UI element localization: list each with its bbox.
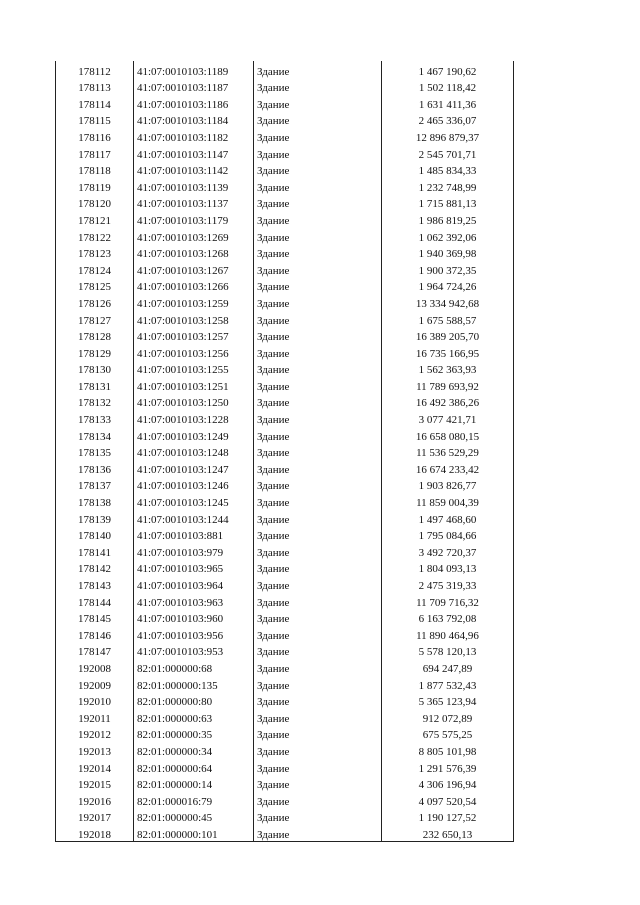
cadastral-number-cell: 41:07:0010103:1228 bbox=[134, 409, 254, 426]
object-type-cell: Здание bbox=[254, 393, 382, 410]
object-type-cell: Здание bbox=[254, 675, 382, 692]
cadastral-value-cell: 1 631 411,36 bbox=[382, 94, 514, 111]
table-row bbox=[56, 78, 514, 95]
table-body bbox=[56, 61, 514, 841]
cadastral-value-cell: 3 492 720,37 bbox=[382, 542, 514, 559]
object-type-cell: Здание bbox=[254, 61, 382, 78]
table-row bbox=[56, 758, 514, 775]
row-number-cell: 178121 bbox=[56, 210, 134, 227]
table-row bbox=[56, 144, 514, 161]
object-type-cell: Здание bbox=[254, 144, 382, 161]
table-row bbox=[56, 127, 514, 144]
object-type-cell: Здание bbox=[254, 824, 382, 841]
cadastral-number-cell: 82:01:000000:64 bbox=[134, 758, 254, 775]
cadastral-value-cell: 675 575,25 bbox=[382, 725, 514, 742]
cadastral-value-cell: 1 485 834,33 bbox=[382, 161, 514, 178]
object-type-cell: Здание bbox=[254, 443, 382, 460]
object-type-cell: Здание bbox=[254, 194, 382, 211]
row-number-cell: 178120 bbox=[56, 194, 134, 211]
cadastral-value-cell: 11 890 464,96 bbox=[382, 625, 514, 642]
cadastral-number-cell: 41:07:0010103:1246 bbox=[134, 476, 254, 493]
object-type-cell: Здание bbox=[254, 210, 382, 227]
row-number-cell: 178139 bbox=[56, 509, 134, 526]
table-row bbox=[56, 675, 514, 692]
row-number-cell: 178117 bbox=[56, 144, 134, 161]
table-row bbox=[56, 343, 514, 360]
table-row bbox=[56, 409, 514, 426]
cadastral-number-cell: 41:07:0010103:965 bbox=[134, 559, 254, 576]
table-row bbox=[56, 177, 514, 194]
cadastral-value-cell: 11 789 693,92 bbox=[382, 376, 514, 393]
cadastral-value-cell: 16 735 166,95 bbox=[382, 343, 514, 360]
cadastral-value-cell: 2 545 701,71 bbox=[382, 144, 514, 161]
row-number-cell: 178147 bbox=[56, 642, 134, 659]
row-number-cell: 192012 bbox=[56, 725, 134, 742]
cadastral-number-cell: 41:07:0010103:1249 bbox=[134, 426, 254, 443]
row-number-cell: 178133 bbox=[56, 409, 134, 426]
cadastral-number-cell: 41:07:0010103:1258 bbox=[134, 310, 254, 327]
row-number-cell: 178131 bbox=[56, 376, 134, 393]
cadastral-number-cell: 82:01:000000:135 bbox=[134, 675, 254, 692]
object-type-cell: Здание bbox=[254, 327, 382, 344]
object-type-cell: Здание bbox=[254, 575, 382, 592]
row-number-cell: 192009 bbox=[56, 675, 134, 692]
cadastral-number-cell: 41:07:0010103:1255 bbox=[134, 360, 254, 377]
table-row bbox=[56, 609, 514, 626]
cadastral-value-cell: 5 578 120,13 bbox=[382, 642, 514, 659]
table-row bbox=[56, 526, 514, 543]
cadastral-number-cell: 41:07:0010103:1142 bbox=[134, 161, 254, 178]
table-row bbox=[56, 61, 514, 78]
cadastral-number-cell: 41:07:0010103:1269 bbox=[134, 227, 254, 244]
cadastral-number-cell: 82:01:000000:80 bbox=[134, 692, 254, 709]
cadastral-value-cell: 1 795 084,66 bbox=[382, 526, 514, 543]
table-row bbox=[56, 393, 514, 410]
cadastral-value-cell: 11 709 716,32 bbox=[382, 592, 514, 609]
cadastral-value-cell: 1 497 468,60 bbox=[382, 509, 514, 526]
cadastral-value-cell: 12 896 879,37 bbox=[382, 127, 514, 144]
object-type-cell: Здание bbox=[254, 758, 382, 775]
cadastral-value-cell: 1 062 392,06 bbox=[382, 227, 514, 244]
object-type-cell: Здание bbox=[254, 526, 382, 543]
cadastral-number-cell: 41:07:0010103:1250 bbox=[134, 393, 254, 410]
cadastral-number-cell: 41:07:0010103:1139 bbox=[134, 177, 254, 194]
table-row bbox=[56, 808, 514, 825]
table-row bbox=[56, 260, 514, 277]
table-row bbox=[56, 725, 514, 742]
object-type-cell: Здание bbox=[254, 78, 382, 95]
row-number-cell: 178145 bbox=[56, 609, 134, 626]
cadastral-value-cell: 1 903 826,77 bbox=[382, 476, 514, 493]
object-type-cell: Здание bbox=[254, 658, 382, 675]
object-type-cell: Здание bbox=[254, 343, 382, 360]
cadastral-number-cell: 41:07:0010103:960 bbox=[134, 609, 254, 626]
table-row bbox=[56, 575, 514, 592]
cadastral-value-cell: 1 190 127,52 bbox=[382, 808, 514, 825]
cadastral-value-cell: 1 502 118,42 bbox=[382, 78, 514, 95]
table-row bbox=[56, 327, 514, 344]
cadastral-value-cell: 1 291 576,39 bbox=[382, 758, 514, 775]
object-type-cell: Здание bbox=[254, 94, 382, 111]
object-type-cell: Здание bbox=[254, 227, 382, 244]
cadastral-number-cell: 82:01:000000:35 bbox=[134, 725, 254, 742]
row-number-cell: 178122 bbox=[56, 227, 134, 244]
row-number-cell: 178124 bbox=[56, 260, 134, 277]
object-type-cell: Здание bbox=[254, 708, 382, 725]
cadastral-number-cell: 82:01:000016:79 bbox=[134, 791, 254, 808]
table-row bbox=[56, 824, 514, 841]
cadastral-number-cell: 41:07:0010103:1248 bbox=[134, 443, 254, 460]
table-row bbox=[56, 244, 514, 261]
cadastral-number-cell: 41:07:0010103:1147 bbox=[134, 144, 254, 161]
object-type-cell: Здание bbox=[254, 476, 382, 493]
cadastral-number-cell: 41:07:0010103:1186 bbox=[134, 94, 254, 111]
object-type-cell: Здание bbox=[254, 559, 382, 576]
table-row bbox=[56, 492, 514, 509]
cadastral-number-cell: 82:01:000000:101 bbox=[134, 824, 254, 841]
cadastral-value-table bbox=[55, 61, 514, 842]
cadastral-value-cell: 1 675 588,57 bbox=[382, 310, 514, 327]
cadastral-number-cell: 82:01:000000:68 bbox=[134, 658, 254, 675]
table-row bbox=[56, 161, 514, 178]
object-type-cell: Здание bbox=[254, 509, 382, 526]
cadastral-number-cell: 41:07:0010103:1245 bbox=[134, 492, 254, 509]
row-number-cell: 178118 bbox=[56, 161, 134, 178]
object-type-cell: Здание bbox=[254, 791, 382, 808]
row-number-cell: 178129 bbox=[56, 343, 134, 360]
cadastral-value-cell: 13 334 942,68 bbox=[382, 293, 514, 310]
cadastral-number-cell: 41:07:0010103:1137 bbox=[134, 194, 254, 211]
row-number-cell: 178119 bbox=[56, 177, 134, 194]
table-row bbox=[56, 509, 514, 526]
row-number-cell: 178126 bbox=[56, 293, 134, 310]
table-row bbox=[56, 642, 514, 659]
cadastral-number-cell: 41:07:0010103:956 bbox=[134, 625, 254, 642]
row-number-cell: 178132 bbox=[56, 393, 134, 410]
cadastral-value-cell: 6 163 792,08 bbox=[382, 609, 514, 626]
cadastral-value-cell: 1 467 190,62 bbox=[382, 61, 514, 78]
table-row bbox=[56, 559, 514, 576]
cadastral-value-cell: 912 072,89 bbox=[382, 708, 514, 725]
row-number-cell: 178142 bbox=[56, 559, 134, 576]
object-type-cell: Здание bbox=[254, 775, 382, 792]
object-type-cell: Здание bbox=[254, 592, 382, 609]
cadastral-number-cell: 41:07:0010103:963 bbox=[134, 592, 254, 609]
cadastral-number-cell: 41:07:0010103:1244 bbox=[134, 509, 254, 526]
cadastral-number-cell: 41:07:0010103:1251 bbox=[134, 376, 254, 393]
cadastral-number-cell: 41:07:0010103:1187 bbox=[134, 78, 254, 95]
table-row bbox=[56, 310, 514, 327]
cadastral-number-cell: 41:07:0010103:1267 bbox=[134, 260, 254, 277]
object-type-cell: Здание bbox=[254, 161, 382, 178]
object-type-cell: Здание bbox=[254, 459, 382, 476]
table-row bbox=[56, 775, 514, 792]
cadastral-value-cell: 694 247,89 bbox=[382, 658, 514, 675]
row-number-cell: 178115 bbox=[56, 111, 134, 128]
cadastral-value-cell: 4 097 520,54 bbox=[382, 791, 514, 808]
object-type-cell: Здание bbox=[254, 409, 382, 426]
table-row bbox=[56, 210, 514, 227]
cadastral-number-cell: 41:07:0010103:979 bbox=[134, 542, 254, 559]
table-row bbox=[56, 293, 514, 310]
cadastral-number-cell: 41:07:0010103:1256 bbox=[134, 343, 254, 360]
table-row bbox=[56, 426, 514, 443]
cadastral-value-cell: 232 650,13 bbox=[382, 824, 514, 841]
row-number-cell: 178146 bbox=[56, 625, 134, 642]
row-number-cell: 192013 bbox=[56, 741, 134, 758]
table-row bbox=[56, 194, 514, 211]
table-row bbox=[56, 476, 514, 493]
object-type-cell: Здание bbox=[254, 625, 382, 642]
object-type-cell: Здание bbox=[254, 542, 382, 559]
cadastral-value-cell: 1 940 369,98 bbox=[382, 244, 514, 261]
object-type-cell: Здание bbox=[254, 293, 382, 310]
row-number-cell: 178112 bbox=[56, 61, 134, 78]
cadastral-number-cell: 41:07:0010103:1259 bbox=[134, 293, 254, 310]
cadastral-number-cell: 41:07:0010103:881 bbox=[134, 526, 254, 543]
object-type-cell: Здание bbox=[254, 244, 382, 261]
object-type-cell: Здание bbox=[254, 310, 382, 327]
row-number-cell: 192011 bbox=[56, 708, 134, 725]
row-number-cell: 178135 bbox=[56, 443, 134, 460]
row-number-cell: 178128 bbox=[56, 327, 134, 344]
cadastral-number-cell: 41:07:0010103:1268 bbox=[134, 244, 254, 261]
table-row bbox=[56, 111, 514, 128]
cadastral-number-cell: 82:01:000000:34 bbox=[134, 741, 254, 758]
table-row bbox=[56, 94, 514, 111]
cadastral-number-cell: 41:07:0010103:1182 bbox=[134, 127, 254, 144]
row-number-cell: 178127 bbox=[56, 310, 134, 327]
row-number-cell: 178114 bbox=[56, 94, 134, 111]
row-number-cell: 178140 bbox=[56, 526, 134, 543]
table-row bbox=[56, 741, 514, 758]
table-row bbox=[56, 791, 514, 808]
cadastral-number-cell: 82:01:000000:63 bbox=[134, 708, 254, 725]
object-type-cell: Здание bbox=[254, 260, 382, 277]
object-type-cell: Здание bbox=[254, 609, 382, 626]
table-row bbox=[56, 277, 514, 294]
row-number-cell: 178144 bbox=[56, 592, 134, 609]
object-type-cell: Здание bbox=[254, 692, 382, 709]
cadastral-value-cell: 1 804 093,13 bbox=[382, 559, 514, 576]
object-type-cell: Здание bbox=[254, 741, 382, 758]
table-row bbox=[56, 376, 514, 393]
cadastral-number-cell: 82:01:000000:14 bbox=[134, 775, 254, 792]
cadastral-number-cell: 41:07:0010103:1179 bbox=[134, 210, 254, 227]
object-type-cell: Здание bbox=[254, 642, 382, 659]
cadastral-number-cell: 41:07:0010103:953 bbox=[134, 642, 254, 659]
table-row bbox=[56, 227, 514, 244]
table-row bbox=[56, 592, 514, 609]
row-number-cell: 192008 bbox=[56, 658, 134, 675]
cadastral-value-cell: 1 964 724,26 bbox=[382, 277, 514, 294]
table-row bbox=[56, 360, 514, 377]
cadastral-value-cell: 1 715 881,13 bbox=[382, 194, 514, 211]
cadastral-value-cell: 2 465 336,07 bbox=[382, 111, 514, 128]
object-type-cell: Здание bbox=[254, 426, 382, 443]
cadastral-value-cell: 3 077 421,71 bbox=[382, 409, 514, 426]
row-number-cell: 178141 bbox=[56, 542, 134, 559]
object-type-cell: Здание bbox=[254, 360, 382, 377]
row-number-cell: 192017 bbox=[56, 808, 134, 825]
row-number-cell: 178113 bbox=[56, 78, 134, 95]
row-number-cell: 178143 bbox=[56, 575, 134, 592]
cadastral-value-cell: 5 365 123,94 bbox=[382, 692, 514, 709]
row-number-cell: 178134 bbox=[56, 426, 134, 443]
row-number-cell: 178137 bbox=[56, 476, 134, 493]
cadastral-value-cell: 11 536 529,29 bbox=[382, 443, 514, 460]
object-type-cell: Здание bbox=[254, 808, 382, 825]
object-type-cell: Здание bbox=[254, 376, 382, 393]
table-row bbox=[56, 692, 514, 709]
table-row bbox=[56, 708, 514, 725]
cadastral-value-cell: 11 859 004,39 bbox=[382, 492, 514, 509]
table-row bbox=[56, 443, 514, 460]
table-row bbox=[56, 658, 514, 675]
cadastral-number-cell: 41:07:0010103:1266 bbox=[134, 277, 254, 294]
cadastral-value-cell: 8 805 101,98 bbox=[382, 741, 514, 758]
cadastral-number-cell: 41:07:0010103:1184 bbox=[134, 111, 254, 128]
object-type-cell: Здание bbox=[254, 127, 382, 144]
cadastral-value-cell: 16 492 386,26 bbox=[382, 393, 514, 410]
row-number-cell: 178130 bbox=[56, 360, 134, 377]
row-number-cell: 178125 bbox=[56, 277, 134, 294]
cadastral-value-cell: 2 475 319,33 bbox=[382, 575, 514, 592]
cadastral-value-cell: 1 900 372,35 bbox=[382, 260, 514, 277]
table-row bbox=[56, 625, 514, 642]
object-type-cell: Здание bbox=[254, 177, 382, 194]
cadastral-value-cell: 16 674 233,42 bbox=[382, 459, 514, 476]
row-number-cell: 192018 bbox=[56, 824, 134, 841]
row-number-cell: 178123 bbox=[56, 244, 134, 261]
cadastral-value-cell: 16 389 205,70 bbox=[382, 327, 514, 344]
row-number-cell: 192015 bbox=[56, 775, 134, 792]
object-type-cell: Здание bbox=[254, 277, 382, 294]
row-number-cell: 192014 bbox=[56, 758, 134, 775]
cadastral-number-cell: 41:07:0010103:1189 bbox=[134, 61, 254, 78]
row-number-cell: 178138 bbox=[56, 492, 134, 509]
table-row bbox=[56, 459, 514, 476]
cadastral-number-cell: 41:07:0010103:964 bbox=[134, 575, 254, 592]
object-type-cell: Здание bbox=[254, 492, 382, 509]
cadastral-value-cell: 1 877 532,43 bbox=[382, 675, 514, 692]
row-number-cell: 178136 bbox=[56, 459, 134, 476]
cadastral-number-cell: 82:01:000000:45 bbox=[134, 808, 254, 825]
cadastral-number-cell: 41:07:0010103:1257 bbox=[134, 327, 254, 344]
cadastral-value-cell: 1 232 748,99 bbox=[382, 177, 514, 194]
row-number-cell: 178116 bbox=[56, 127, 134, 144]
cadastral-value-cell: 1 562 363,93 bbox=[382, 360, 514, 377]
cadastral-value-cell: 1 986 819,25 bbox=[382, 210, 514, 227]
row-number-cell: 192010 bbox=[56, 692, 134, 709]
cadastral-value-cell: 16 658 080,15 bbox=[382, 426, 514, 443]
cadastral-number-cell: 41:07:0010103:1247 bbox=[134, 459, 254, 476]
cadastral-value-cell: 4 306 196,94 bbox=[382, 775, 514, 792]
object-type-cell: Здание bbox=[254, 111, 382, 128]
table-row bbox=[56, 542, 514, 559]
row-number-cell: 192016 bbox=[56, 791, 134, 808]
object-type-cell: Здание bbox=[254, 725, 382, 742]
